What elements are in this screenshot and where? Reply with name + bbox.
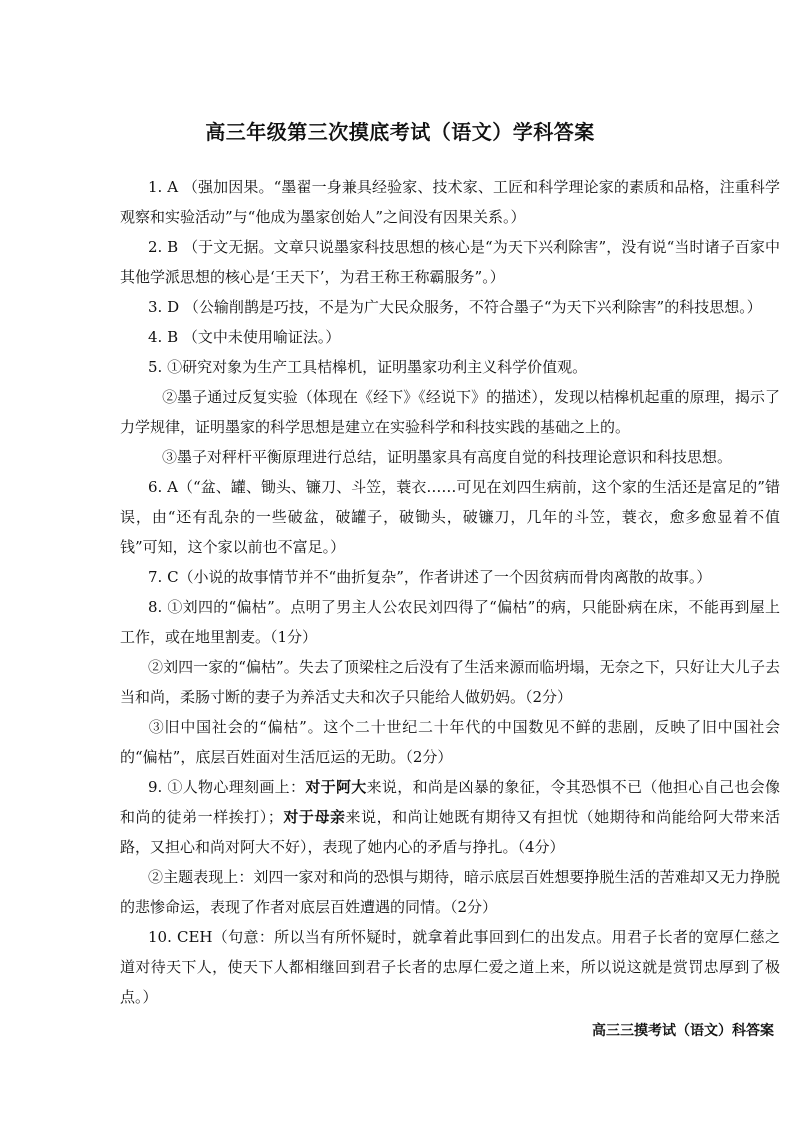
answer-9-part-1-lead: 9. ①人物心理刻画上： xyxy=(148,778,306,796)
answer-8-part-1 xyxy=(120,592,780,652)
answer-8-part-2 xyxy=(120,652,780,712)
answer-8-part-3 xyxy=(120,712,780,772)
answer-6-text: 6. A（“盆、罐、锄头、镰刀、斗笠，蓑衣……可见在刘四生病前，这个家的生活还是富足的”错误，由“还有乱杂的一些破盆，破罐子，破锄头，破镰刀，几年的斗笠，蓑衣，愈多愈显着不值钱”可知，这个家以前也不富足。） xyxy=(120,478,780,556)
answer-9-emphasis-mother: 对于母亲 xyxy=(282,808,346,826)
page-footer: 高三三摸考试（语文）科答案 xyxy=(592,1023,774,1039)
answer-7-text: 7. C（小说的故事情节并不“曲折复杂”，作者讲述了一个因贫病而骨肉离散的故事。） xyxy=(148,568,712,586)
answer-6 xyxy=(120,472,780,562)
answer-1 xyxy=(120,172,780,232)
page-title: 高三年级第三次摸底考试（语文）学科答案 xyxy=(205,120,595,144)
answer-10 xyxy=(120,922,780,1012)
answer-9-part-2-text: ②主题表现上：刘四一家对和尚的恐惧与期待，暗示底层百姓想要挣脱生活的苦难却又无力挣脱的悲惨命运，表现了作者对底层百姓遭遇的同情。（2分） xyxy=(120,868,780,916)
answer-5-part-2-text: ②墨子通过反复实验（体现在《经下》《经说下》的描述），发现以桔槔机起重的原理，揭示了力学规律，证明墨家的科学思想是建立在实验科学和科技实践的基础之上的。 xyxy=(120,388,780,436)
answer-5-part-3-text: ③墨子对秤杆平衡原理进行总结，证明墨家具有高度自觉的科技理论意识和科技思想。 xyxy=(162,448,733,466)
answer-8-part-3-text: ③旧中国社会的“偏枯”。这个二十世纪二十年代的中国数见不鲜的悲剧，反映了旧中国社会的“偏枯”，底层百姓面对生活厄运的无助。（2分） xyxy=(120,718,780,766)
answer-9-part-1 xyxy=(120,772,780,862)
answer-5-part-1 xyxy=(120,352,780,382)
answer-4 xyxy=(120,322,780,352)
answer-1-text: 1. A （强加因果。“墨翟一身兼具经验家、技术家、工匠和科学理论家的素质和品格，注重科学观察和实验活动”与“他成为墨家创始人”之间没有因果关系。） xyxy=(120,178,780,226)
answer-9-emphasis-a-da: 对于阿大 xyxy=(305,778,367,796)
answer-3-text: 3. D （公输削鹊是巧技，不是为广大民众服务，不符合墨子“为天下兴利除害”的科技思想。） xyxy=(148,298,762,316)
answer-9-part-1-end: 来说，和尚让她既有期待又有担忧（她期待和尚能给阿大带来活路，又担心和尚对阿大不好），表现了她内心的矛盾与挣扎。（4分） xyxy=(120,808,780,856)
answer-list xyxy=(120,172,780,1012)
answer-5-part-2 xyxy=(120,382,780,442)
answer-2-text: 2. B （于文无据。文章只说墨家科技思想的核心是“为天下兴利除害”，没有说“当时诸子百家中其他学派思想的核心是‘王天下’，为君王称王称霸服务”。） xyxy=(120,238,780,286)
answer-9-part-2 xyxy=(120,862,780,922)
answer-2 xyxy=(120,232,780,292)
answer-5-part-3 xyxy=(120,442,780,472)
answer-3 xyxy=(120,292,780,322)
answer-9-part-1-middle: 来说，和尚是凶暴的象征，令其恐惧不已（他担心自己也会像和尚的徒弟一样挨打）； xyxy=(120,778,780,826)
answer-10-text: 10. CEH（句意：所以当有所怀疑时，就拿着此事回到仁的出发点。用君子长者的宽厚仁慈之道对待天下人，使天下人都相继回到君子长者的忠厚仁爱之道上来，所以说这就是赏罚忠厚到了极点。） xyxy=(120,928,780,1006)
answer-7 xyxy=(120,562,780,592)
answer-4-text: 4. B （文中未使用喻证法。） xyxy=(148,328,341,346)
answer-8-part-1-text: 8. ①刘四的“偏枯”。点明了男主人公农民刘四得了“偏枯”的病，只能卧病在床，不能再到屋上工作，或在地里割麦。（1分） xyxy=(120,598,780,646)
answer-5-part-1-text: 5. ①研究对象为生产工具桔槔机，证明墨家功利主义科学价值观。 xyxy=(148,358,588,376)
answer-8-part-2-text: ②刘四一家的“偏枯”。失去了顶梁柱之后没有了生活来源而临坍塌，无奈之下，只好让大儿子去当和尚，柔肠寸断的妻子为养活丈夫和次子只能给人做奶妈。（2分） xyxy=(120,658,780,706)
